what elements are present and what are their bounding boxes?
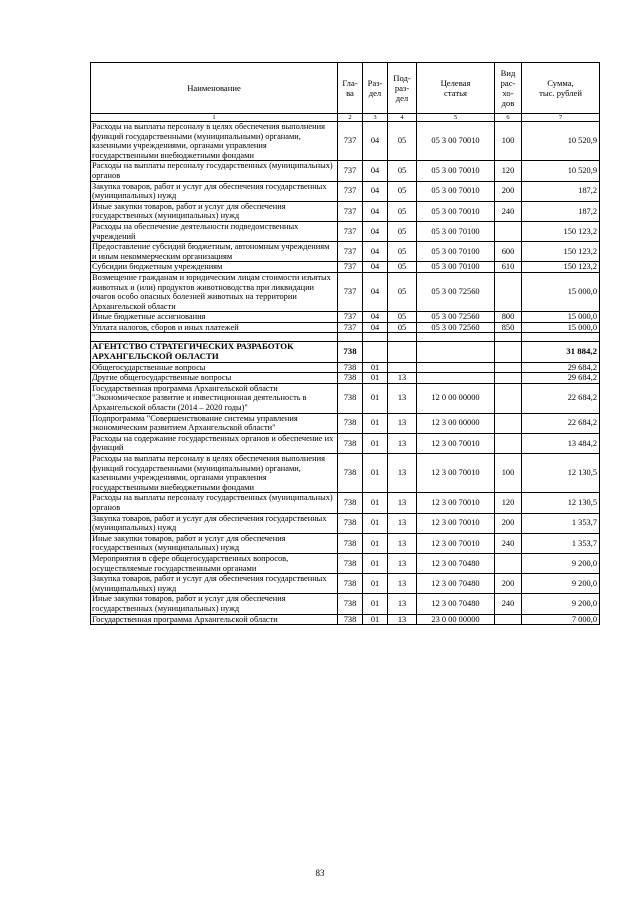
cell-razdel: 01 bbox=[363, 433, 388, 453]
cell-name: Уплата налогов, сборов и иных платежей bbox=[91, 322, 338, 333]
cell-glava: 737 bbox=[338, 181, 363, 201]
table-row bbox=[91, 383, 600, 413]
cell-razdel: 01 bbox=[363, 413, 388, 433]
cell-razdel: 04 bbox=[363, 201, 388, 221]
cell-razdel: 01 bbox=[363, 383, 388, 413]
cell-glava: 737 bbox=[338, 122, 363, 161]
cell-name: Закупка товаров, работ и услуг для обеспечения государственных (муниципальных) нужд bbox=[91, 181, 338, 201]
cell-target: 05 3 00 70010 bbox=[417, 122, 495, 161]
cell-sum: 12 130,5 bbox=[522, 454, 600, 493]
cell-name: Расходы на содержание государственных органов и обеспечение их функций bbox=[91, 433, 338, 453]
table-body bbox=[91, 122, 600, 625]
cell-glava: 738 bbox=[338, 614, 363, 625]
cell-name: Другие общегосударственные вопросы bbox=[91, 373, 338, 384]
header-row bbox=[91, 63, 600, 114]
cell-name: Возмещение гражданам и юридическим лицам стоимости изъятых животных и (или) продуктов животноводства при ликвидации очагов особо опасных болезней животных на территории Архангельской области bbox=[91, 272, 338, 311]
cell-podrazdel: 13 bbox=[388, 553, 417, 573]
cell-vid: 610 bbox=[495, 262, 522, 273]
cell-target: 05 3 00 72560 bbox=[417, 272, 495, 311]
cell-target: 05 3 00 70100 bbox=[417, 242, 495, 262]
cell-target: 23 0 00 00000 bbox=[417, 614, 495, 625]
cell-razdel: 04 bbox=[363, 122, 388, 161]
cell-razdel: 04 bbox=[363, 221, 388, 241]
cell-name: Закупка товаров, работ и услуг для обеспечения государственных (муниципальных) нужд bbox=[91, 574, 338, 594]
table-row bbox=[91, 513, 600, 533]
cell-target: 12 3 00 70010 bbox=[417, 454, 495, 493]
cell-sum: 15 000,0 bbox=[522, 322, 600, 333]
cell-sum: 9 200,0 bbox=[522, 553, 600, 573]
cell-vid: 240 bbox=[495, 201, 522, 221]
cell-glava: 738 bbox=[338, 413, 363, 433]
header-sum: Сумма, тыс. рублей bbox=[522, 63, 600, 114]
cell-podrazdel bbox=[388, 342, 417, 362]
cell-podrazdel: 13 bbox=[388, 433, 417, 453]
cell-vid bbox=[495, 553, 522, 573]
cell-glava: 738 bbox=[338, 493, 363, 513]
cell-razdel: 01 bbox=[363, 373, 388, 384]
cell-razdel: 04 bbox=[363, 262, 388, 273]
cell-vid bbox=[495, 362, 522, 373]
cell-glava: 737 bbox=[338, 242, 363, 262]
cell-razdel: 01 bbox=[363, 533, 388, 553]
cell-podrazdel bbox=[388, 362, 417, 373]
cell-target: 05 3 00 70010 bbox=[417, 201, 495, 221]
cell-target: 12 3 00 70480 bbox=[417, 553, 495, 573]
cell-razdel: 04 bbox=[363, 312, 388, 323]
cell-glava: 737 bbox=[338, 312, 363, 323]
cell-podrazdel: 13 bbox=[388, 493, 417, 513]
cell-name: Предоставление субсидий бюджетным, автономным учреждениям и иным некоммерческим организациям bbox=[91, 242, 338, 262]
page-number: 83 bbox=[315, 868, 325, 878]
cell-target: 05 3 00 70100 bbox=[417, 262, 495, 273]
cell-sum: 15 000,0 bbox=[522, 272, 600, 311]
cell-razdel: 01 bbox=[363, 574, 388, 594]
header-razdel: Раз- дел bbox=[363, 63, 388, 114]
cell-razdel: 04 bbox=[363, 272, 388, 311]
cell-vid: 100 bbox=[495, 122, 522, 161]
cell-podrazdel: 05 bbox=[388, 262, 417, 273]
cell-glava: 737 bbox=[338, 161, 363, 181]
cell-target: 12 3 00 70480 bbox=[417, 574, 495, 594]
cell-name: Иные бюджетные ассигнования bbox=[91, 312, 338, 323]
table-row bbox=[91, 433, 600, 453]
cell-glava: 737 bbox=[338, 221, 363, 241]
column-number: 2 bbox=[338, 114, 363, 122]
table-row bbox=[91, 533, 600, 553]
cell-vid: 120 bbox=[495, 493, 522, 513]
cell-glava bbox=[338, 333, 363, 342]
column-number: 4 bbox=[388, 114, 417, 122]
cell-vid: 600 bbox=[495, 242, 522, 262]
cell-vid bbox=[495, 342, 522, 362]
cell-glava: 737 bbox=[338, 201, 363, 221]
cell-sum: 22 684,2 bbox=[522, 413, 600, 433]
table-row bbox=[91, 262, 600, 273]
cell-name: Мероприятия в сфере общегосударственных вопросов, осуществляемые государственными органами bbox=[91, 553, 338, 573]
cell-name: Расходы на выплаты персоналу государственных (муниципальных) органов bbox=[91, 161, 338, 181]
budget-table bbox=[90, 62, 600, 625]
cell-sum: 22 684,2 bbox=[522, 383, 600, 413]
cell-target: 12 0 00 00000 bbox=[417, 383, 495, 413]
cell-razdel: 04 bbox=[363, 242, 388, 262]
cell-name: Государственная программа Архангельской области bbox=[91, 614, 338, 625]
cell-podrazdel: 13 bbox=[388, 373, 417, 384]
table-row bbox=[91, 362, 600, 373]
cell-podrazdel: 05 bbox=[388, 161, 417, 181]
cell-target: 05 3 00 72560 bbox=[417, 322, 495, 333]
cell-glava: 738 bbox=[338, 383, 363, 413]
header-vid: Вид рас- хо- дов bbox=[495, 63, 522, 114]
cell-target: 12 3 00 70480 bbox=[417, 594, 495, 614]
cell-vid bbox=[495, 333, 522, 342]
cell-target: 12 3 00 70010 bbox=[417, 513, 495, 533]
cell-glava: 738 bbox=[338, 513, 363, 533]
cell-target: 12 3 00 70010 bbox=[417, 533, 495, 553]
cell-glava: 738 bbox=[338, 362, 363, 373]
table-row bbox=[91, 493, 600, 513]
cell-podrazdel: 13 bbox=[388, 383, 417, 413]
cell-podrazdel: 05 bbox=[388, 122, 417, 161]
cell-target bbox=[417, 373, 495, 384]
cell-podrazdel: 05 bbox=[388, 272, 417, 311]
cell-razdel: 04 bbox=[363, 322, 388, 333]
cell-target: 05 3 00 70010 bbox=[417, 161, 495, 181]
header-target: Целевая статья bbox=[417, 63, 495, 114]
cell-target: 05 3 00 70010 bbox=[417, 181, 495, 201]
cell-podrazdel: 13 bbox=[388, 513, 417, 533]
cell-name: Иные закупки товаров, работ и услуг для обеспечения государственных (муниципальных) нужд bbox=[91, 201, 338, 221]
cell-razdel: 01 bbox=[363, 553, 388, 573]
cell-target bbox=[417, 362, 495, 373]
cell-sum: 150 123,2 bbox=[522, 221, 600, 241]
cell-name: Иные закупки товаров, работ и услуг для обеспечения государственных (муниципальных) нужд bbox=[91, 533, 338, 553]
cell-vid bbox=[495, 433, 522, 453]
cell-vid bbox=[495, 614, 522, 625]
cell-razdel: 01 bbox=[363, 454, 388, 493]
cell-sum: 12 130,5 bbox=[522, 493, 600, 513]
cell-vid: 240 bbox=[495, 594, 522, 614]
cell-vid: 120 bbox=[495, 161, 522, 181]
header-podrazdel: Под- раз- дел bbox=[388, 63, 417, 114]
cell-name bbox=[91, 333, 338, 342]
cell-glava: 738 bbox=[338, 373, 363, 384]
cell-razdel: 01 bbox=[363, 594, 388, 614]
cell-razdel bbox=[363, 333, 388, 342]
table-row bbox=[91, 312, 600, 323]
cell-razdel: 04 bbox=[363, 181, 388, 201]
header-name: Наименование bbox=[91, 63, 338, 114]
column-number: 3 bbox=[363, 114, 388, 122]
cell-glava: 738 bbox=[338, 553, 363, 573]
cell-name: Подпрограмма "Совершенствование системы управления экономическим развитием Архангельской области" bbox=[91, 413, 338, 433]
cell-vid: 200 bbox=[495, 513, 522, 533]
table-row bbox=[91, 342, 600, 362]
cell-sum: 29 684,2 bbox=[522, 373, 600, 384]
cell-vid bbox=[495, 221, 522, 241]
cell-vid: 800 bbox=[495, 312, 522, 323]
cell-glava: 738 bbox=[338, 433, 363, 453]
cell-name: Иные закупки товаров, работ и услуг для обеспечения государственных (муниципальных) нужд bbox=[91, 594, 338, 614]
cell-podrazdel bbox=[388, 333, 417, 342]
cell-target: 12 3 00 00000 bbox=[417, 413, 495, 433]
cell-sum: 1 353,7 bbox=[522, 513, 600, 533]
cell-sum: 1 353,7 bbox=[522, 533, 600, 553]
table-row bbox=[91, 614, 600, 625]
column-number: 7 bbox=[522, 114, 600, 122]
column-number: 6 bbox=[495, 114, 522, 122]
cell-glava: 737 bbox=[338, 262, 363, 273]
cell-vid bbox=[495, 373, 522, 384]
column-number: 5 bbox=[417, 114, 495, 122]
cell-podrazdel: 05 bbox=[388, 201, 417, 221]
table-row bbox=[91, 454, 600, 493]
header-glava: Гла- ва bbox=[338, 63, 363, 114]
cell-sum: 187,2 bbox=[522, 181, 600, 201]
cell-sum: 187,2 bbox=[522, 201, 600, 221]
cell-podrazdel: 13 bbox=[388, 574, 417, 594]
cell-name: АГЕНТСТВО СТРАТЕГИЧЕСКИХ РАЗРАБОТОК АРХАНГЕЛЬСКОЙ ОБЛАСТИ bbox=[91, 342, 338, 362]
cell-target bbox=[417, 333, 495, 342]
cell-sum bbox=[522, 333, 600, 342]
cell-glava: 737 bbox=[338, 322, 363, 333]
cell-sum: 31 884,2 bbox=[522, 342, 600, 362]
cell-name: Расходы на выплаты персоналу в целях обеспечения выполнения функций государственными (муниципальными) органами, казенными учреждениями, органами управления государственными внебюджетными фондами bbox=[91, 122, 338, 161]
cell-target: 05 3 00 72560 bbox=[417, 312, 495, 323]
cell-sum: 13 484,2 bbox=[522, 433, 600, 453]
cell-podrazdel: 05 bbox=[388, 322, 417, 333]
column-number-row bbox=[91, 114, 600, 122]
table-row bbox=[91, 594, 600, 614]
table-row bbox=[91, 221, 600, 241]
cell-podrazdel: 05 bbox=[388, 181, 417, 201]
cell-name: Расходы на выплаты персоналу государственных (муниципальных) органов bbox=[91, 493, 338, 513]
cell-razdel: 01 bbox=[363, 513, 388, 533]
cell-glava: 738 bbox=[338, 342, 363, 362]
cell-podrazdel: 13 bbox=[388, 413, 417, 433]
table-row bbox=[91, 272, 600, 311]
cell-vid bbox=[495, 272, 522, 311]
cell-target: 05 3 00 70100 bbox=[417, 221, 495, 241]
table-row bbox=[91, 553, 600, 573]
cell-vid: 200 bbox=[495, 574, 522, 594]
cell-vid: 200 bbox=[495, 181, 522, 201]
cell-sum: 9 200,0 bbox=[522, 594, 600, 614]
cell-razdel bbox=[363, 342, 388, 362]
cell-name: Расходы на выплаты персоналу в целях обеспечения выполнения функций государственными (муниципальными) органами, казенными учреждениями, органами управления государственными внебюджетными фондами bbox=[91, 454, 338, 493]
cell-sum: 15 000,0 bbox=[522, 312, 600, 323]
cell-name: Расходы на обеспечение деятельности подведомственных учреждений bbox=[91, 221, 338, 241]
table-row bbox=[91, 413, 600, 433]
cell-podrazdel: 05 bbox=[388, 312, 417, 323]
cell-podrazdel: 05 bbox=[388, 242, 417, 262]
cell-vid: 850 bbox=[495, 322, 522, 333]
cell-razdel: 01 bbox=[363, 493, 388, 513]
cell-name: Закупка товаров, работ и услуг для обеспечения государственных (муниципальных) нужд bbox=[91, 513, 338, 533]
cell-podrazdel: 13 bbox=[388, 533, 417, 553]
table-row bbox=[91, 373, 600, 384]
cell-target: 12 3 00 70010 bbox=[417, 433, 495, 453]
cell-podrazdel: 13 bbox=[388, 454, 417, 493]
cell-razdel: 04 bbox=[363, 161, 388, 181]
table-row bbox=[91, 201, 600, 221]
table-row bbox=[91, 322, 600, 333]
cell-podrazdel: 05 bbox=[388, 221, 417, 241]
cell-name: Общегосударственные вопросы bbox=[91, 362, 338, 373]
cell-podrazdel: 13 bbox=[388, 594, 417, 614]
table-row bbox=[91, 242, 600, 262]
cell-sum: 150 123,2 bbox=[522, 262, 600, 273]
cell-name: Субсидии бюджетным учреждениям bbox=[91, 262, 338, 273]
column-number: 1 bbox=[91, 114, 338, 122]
cell-vid: 100 bbox=[495, 454, 522, 493]
cell-sum: 10 520,9 bbox=[522, 122, 600, 161]
table-row bbox=[91, 181, 600, 201]
cell-sum: 150 123,2 bbox=[522, 242, 600, 262]
table-row bbox=[91, 122, 600, 161]
cell-razdel: 01 bbox=[363, 614, 388, 625]
cell-name: Государственная программа Архангельской области "Экономическое развитие и инвестиционная деятельность в Архангельской области (2014 – 2020 годы)" bbox=[91, 383, 338, 413]
cell-sum: 9 200,0 bbox=[522, 574, 600, 594]
table-row bbox=[91, 161, 600, 181]
cell-podrazdel: 13 bbox=[388, 614, 417, 625]
table-row bbox=[91, 574, 600, 594]
cell-glava: 738 bbox=[338, 533, 363, 553]
cell-target bbox=[417, 342, 495, 362]
cell-glava: 738 bbox=[338, 594, 363, 614]
cell-glava: 738 bbox=[338, 574, 363, 594]
cell-sum: 10 520,9 bbox=[522, 161, 600, 181]
cell-glava: 738 bbox=[338, 454, 363, 493]
cell-vid: 240 bbox=[495, 533, 522, 553]
cell-vid bbox=[495, 413, 522, 433]
cell-sum: 29 684,2 bbox=[522, 362, 600, 373]
cell-target: 12 3 00 70010 bbox=[417, 493, 495, 513]
cell-glava: 737 bbox=[338, 272, 363, 311]
cell-sum: 7 000,0 bbox=[522, 614, 600, 625]
cell-razdel: 01 bbox=[363, 362, 388, 373]
table-row bbox=[91, 333, 600, 342]
cell-vid bbox=[495, 383, 522, 413]
